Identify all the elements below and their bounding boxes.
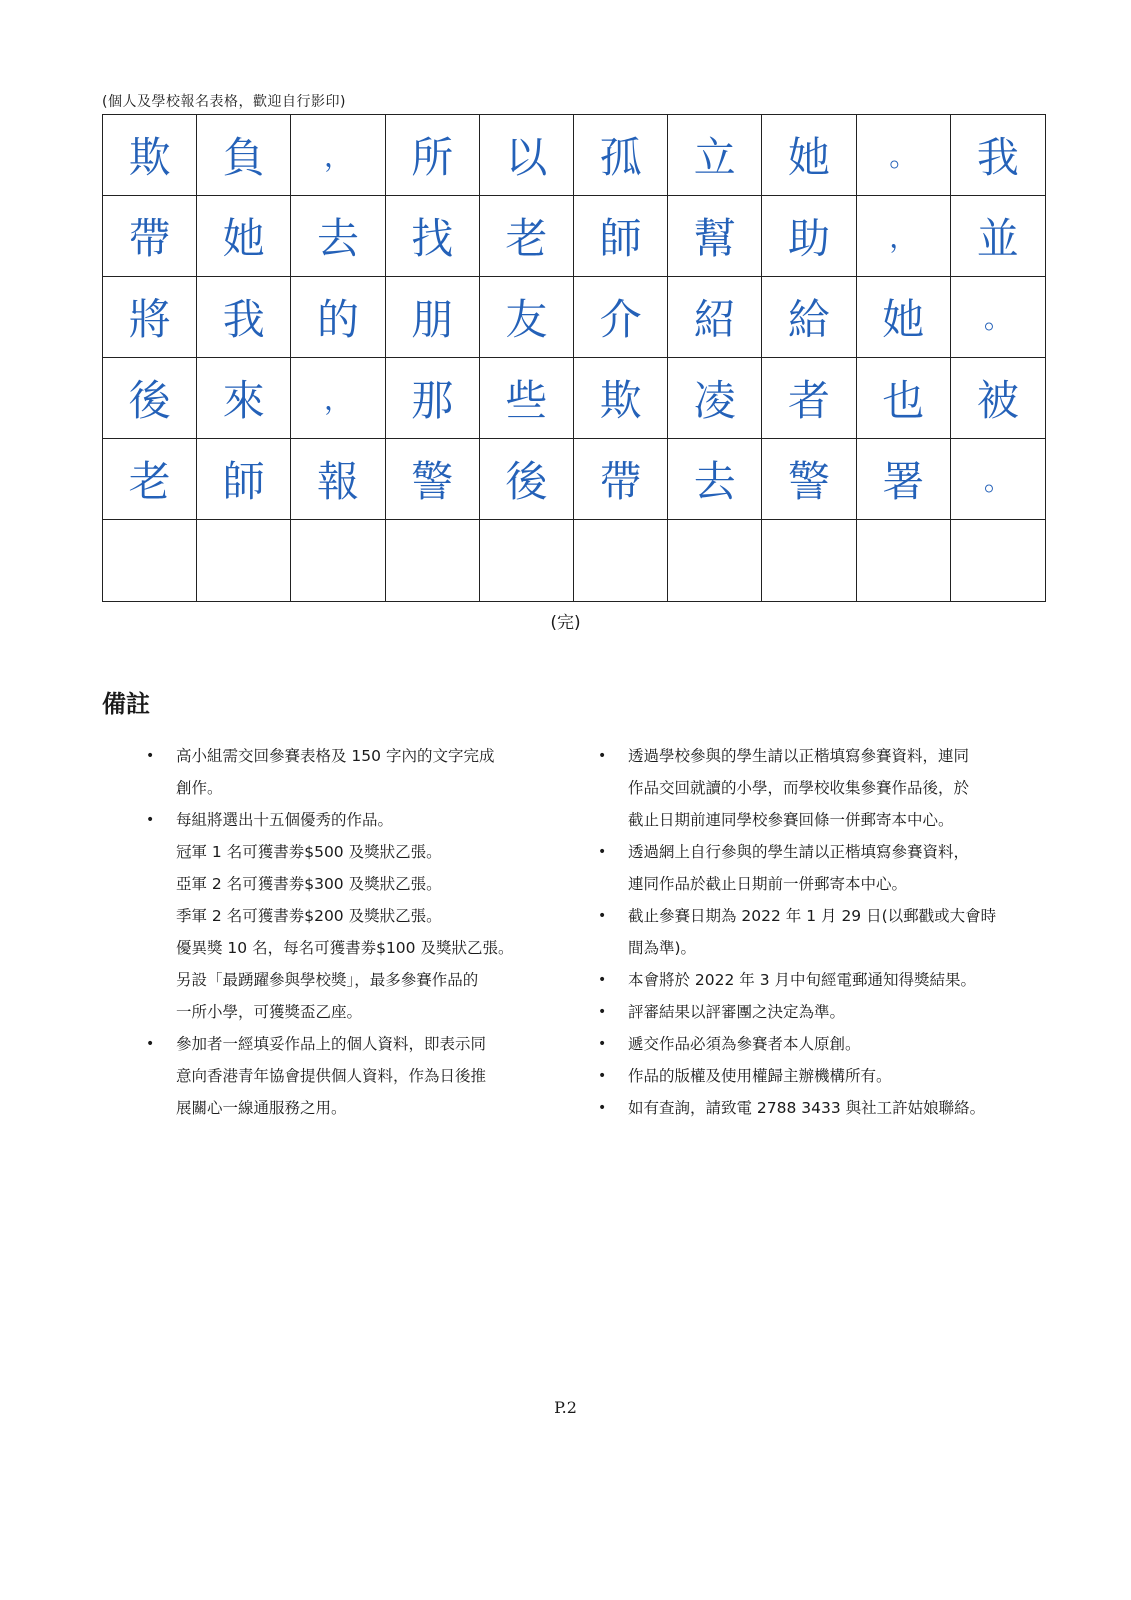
grid-cell: 師	[574, 196, 668, 277]
grid-cell: 欺	[103, 115, 197, 196]
grid-cell: 欺	[574, 358, 668, 439]
grid-cell: 老	[103, 439, 197, 520]
note-item	[146, 1028, 556, 1124]
note-line: 間為準)。	[628, 939, 697, 957]
note-item	[598, 900, 1038, 964]
note-line: 如有查詢，請致電 2788 3433 與社工許姑娘聯絡。	[628, 1099, 986, 1117]
grid-cell: ，	[291, 115, 385, 196]
note-line: 冠軍 1 名可獲書劵$500 及獎狀乙張。	[176, 843, 442, 861]
grid-cell: ，	[857, 196, 951, 277]
bullet-icon: •	[146, 748, 155, 764]
note-line: 一所小學，可獲獎盃乙座。	[176, 1003, 363, 1021]
grid-cell: 她	[857, 277, 951, 358]
note-line: 透過網上自行參與的學生請以正楷填寫參賽資料，	[628, 843, 970, 861]
grid-cell: 將	[103, 277, 197, 358]
note-line: 透過學校參與的學生請以正楷填寫參賽資料，連同	[628, 747, 970, 765]
note-item	[598, 1092, 1038, 1124]
grid-cell: 警	[386, 439, 480, 520]
grid-cell: 幫	[668, 196, 762, 277]
grid-cell: 師	[197, 439, 291, 520]
grid-cell	[480, 520, 574, 601]
grid-cell: 帶	[103, 196, 197, 277]
grid-cell: 所	[386, 115, 480, 196]
grid-cell: 立	[668, 115, 762, 196]
grid-cell	[197, 520, 291, 601]
grid-cell: 負	[197, 115, 291, 196]
grid-cell	[103, 520, 197, 601]
note-item	[146, 804, 556, 1028]
grid-cell	[386, 520, 480, 601]
note-line: 高小組需交回參賽表格及 150 字內的文字完成	[176, 747, 495, 765]
bullet-icon: •	[598, 1004, 607, 1020]
page-number: P.2	[554, 1398, 577, 1417]
bullet-icon: •	[146, 1036, 155, 1052]
note-line: 另設「最踴躍參與學校獎」，最多參賽作品的	[176, 971, 479, 989]
grid-cell: 帶	[574, 439, 668, 520]
bullet-icon: •	[598, 908, 607, 924]
grid-cell: 些	[480, 358, 574, 439]
grid-cell: 也	[857, 358, 951, 439]
note-line: 連同作品於截止日期前一併郵寄本中心。	[628, 875, 908, 893]
writing-grid	[102, 114, 1046, 602]
grid-cell: 助	[762, 196, 856, 277]
note-line: 評審結果以評審團之決定為準。	[628, 1003, 846, 1021]
grid-cell: 給	[762, 277, 856, 358]
note-line: 意向香港青年協會提供個人資料，作為日後推	[176, 1067, 487, 1085]
note-line: 亞軍 2 名可獲書劵$300 及獎狀乙張。	[176, 875, 442, 893]
bullet-icon: •	[598, 1068, 607, 1084]
grid-cell: 友	[480, 277, 574, 358]
grid-cell: 老	[480, 196, 574, 277]
grid-cell: 被	[951, 358, 1045, 439]
grid-cell: 。	[951, 439, 1045, 520]
grid-cell: 凌	[668, 358, 762, 439]
grid-cell: 那	[386, 358, 480, 439]
grid-cell: 我	[197, 277, 291, 358]
bullet-icon: •	[598, 1036, 607, 1052]
notes-title: 備註	[102, 690, 150, 718]
grid-cell: ，	[291, 358, 385, 439]
bullet-icon: •	[598, 844, 607, 860]
form-caption: (個人及學校報名表格，歡迎自行影印)	[102, 94, 346, 110]
grid-cell: 署	[857, 439, 951, 520]
end-mark: (完)	[550, 613, 581, 633]
note-item	[598, 996, 1038, 1028]
grid-cell: 去	[668, 439, 762, 520]
grid-cell: 去	[291, 196, 385, 277]
grid-cell	[291, 520, 385, 601]
grid-cell: 她	[762, 115, 856, 196]
note-item	[598, 964, 1038, 996]
grid-cell	[857, 520, 951, 601]
grid-cell: 朋	[386, 277, 480, 358]
grid-cell: 來	[197, 358, 291, 439]
note-line: 展關心一線通服務之用。	[176, 1099, 347, 1117]
bullet-icon: •	[146, 812, 155, 828]
note-item	[598, 836, 1038, 900]
grid-cell: 的	[291, 277, 385, 358]
note-item	[598, 1060, 1038, 1092]
note-line: 遞交作品必須為參賽者本人原創。	[628, 1035, 861, 1053]
grid-cell: 報	[291, 439, 385, 520]
note-line: 參加者一經填妥作品上的個人資料，即表示同	[176, 1035, 487, 1053]
bullet-icon: •	[598, 972, 607, 988]
note-line: 創作。	[176, 779, 223, 797]
grid-cell: 後	[103, 358, 197, 439]
grid-cell: 後	[480, 439, 574, 520]
note-item	[146, 740, 556, 804]
bullet-icon: •	[598, 748, 607, 764]
note-line: 每組將選出十五個優秀的作品。	[176, 811, 394, 829]
note-line: 本會將於 2022 年 3 月中旬經電郵通知得獎結果。	[628, 971, 977, 989]
notes-right-column	[598, 740, 1038, 1124]
note-item	[598, 740, 1038, 836]
grid-cell: 介	[574, 277, 668, 358]
grid-cell: 警	[762, 439, 856, 520]
bullet-icon: •	[598, 1100, 607, 1116]
note-line: 作品交回就讀的小學，而學校收集參賽作品後，於	[628, 779, 970, 797]
grid-cell: 。	[951, 277, 1045, 358]
note-line: 截止日期前連同學校參賽回條一併郵寄本中心。	[628, 811, 954, 829]
grid-cell: 。	[857, 115, 951, 196]
grid-cell: 找	[386, 196, 480, 277]
grid-cell	[668, 520, 762, 601]
grid-cell: 並	[951, 196, 1045, 277]
note-line: 截止參賽日期為 2022 年 1 月 29 日(以郵戳或大會時	[628, 907, 997, 925]
grid-cell	[762, 520, 856, 601]
grid-cell: 孤	[574, 115, 668, 196]
note-item	[598, 1028, 1038, 1060]
grid-cell: 紹	[668, 277, 762, 358]
note-line: 作品的版權及使用權歸主辦機構所有。	[628, 1067, 892, 1085]
notes-left-column	[146, 740, 556, 1124]
grid-cell	[574, 520, 668, 601]
grid-cell: 她	[197, 196, 291, 277]
note-line: 季軍 2 名可獲書劵$200 及獎狀乙張。	[176, 907, 442, 925]
grid-cell	[951, 520, 1045, 601]
grid-cell: 以	[480, 115, 574, 196]
grid-cell: 者	[762, 358, 856, 439]
grid-cell: 我	[951, 115, 1045, 196]
note-line: 優異獎 10 名，每名可獲書劵$100 及獎狀乙張。	[176, 939, 514, 957]
